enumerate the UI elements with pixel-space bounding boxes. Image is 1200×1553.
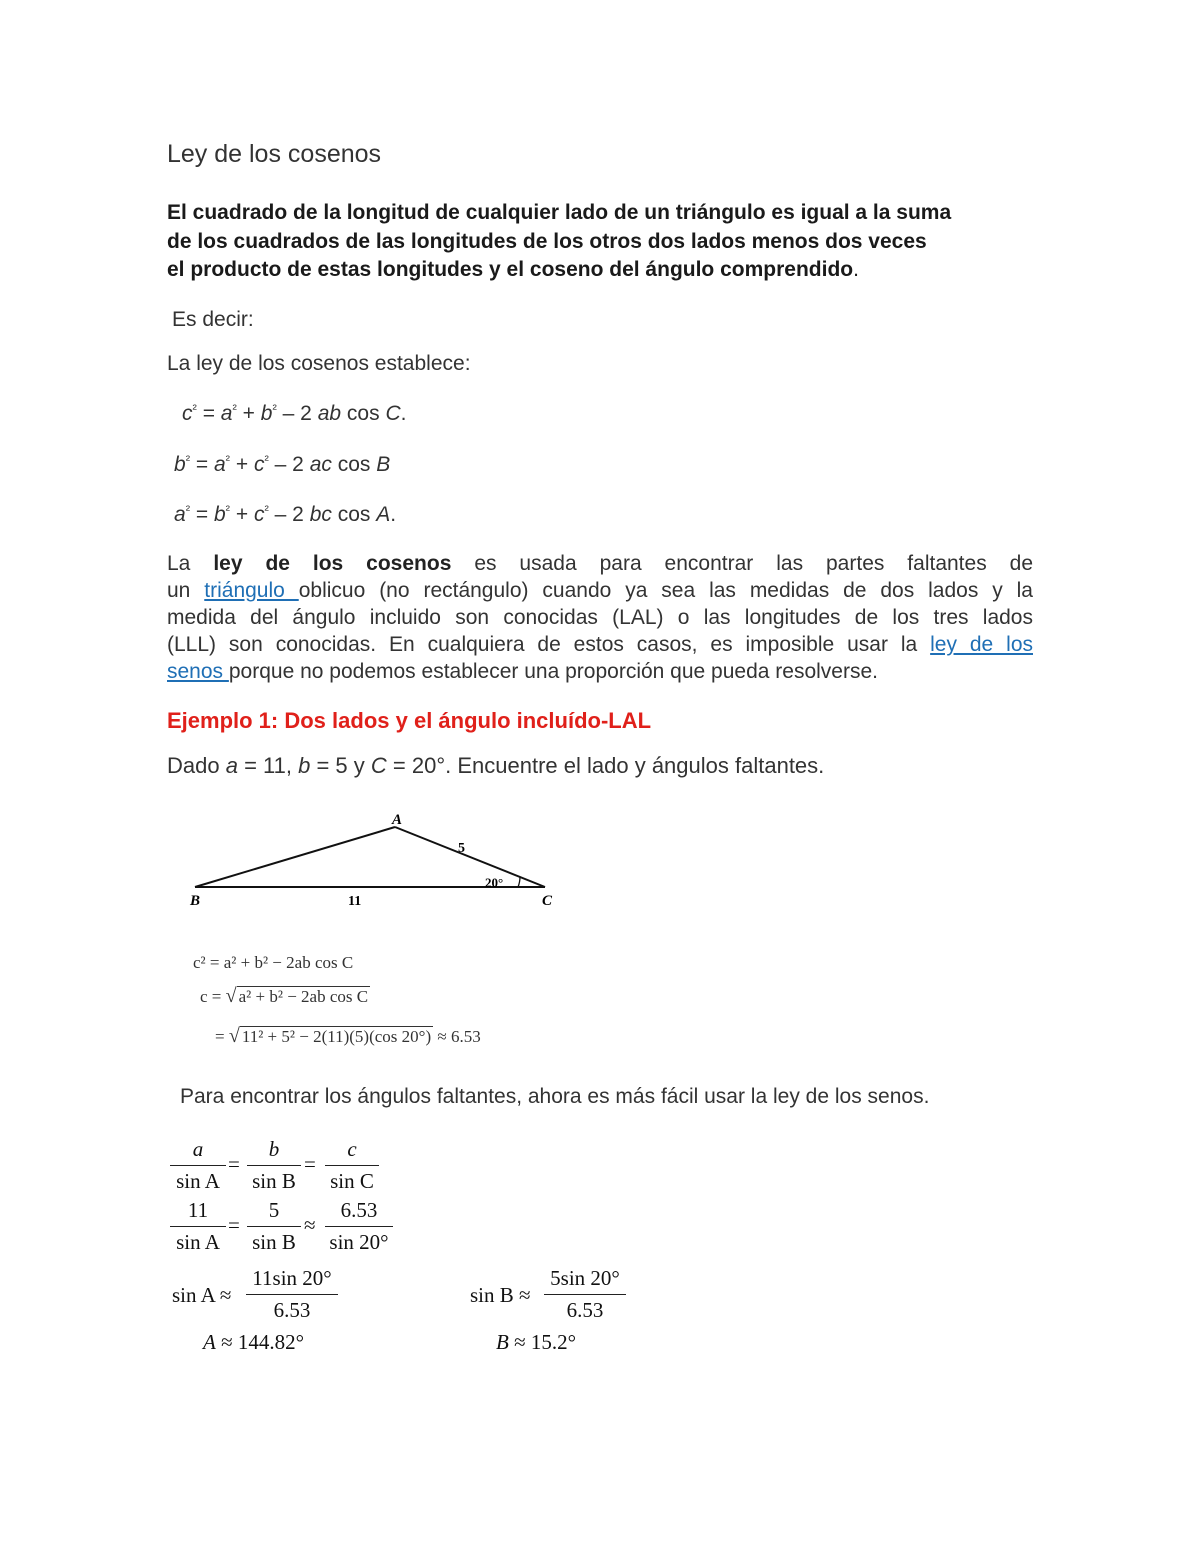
- para-line-5: senos porque no podemos establecer una proporción que pueda resolverse.: [167, 660, 878, 683]
- senos-link[interactable]: senos: [167, 660, 229, 683]
- bold-term: ley de los cosenos: [213, 552, 452, 575]
- formula-b: $b^{^2} = a^{^2} + c^{^2} - 2$ ac cos B: [174, 452, 391, 476]
- example-title: Ejemplo 1: Dos lados y el ángulo incluído-LAL: [167, 708, 652, 733]
- label-a: A: [392, 812, 403, 828]
- cos-work-line-3: = √ 11² + 5² − 2(11)(5)(cos 20°) ≈ 6.53: [215, 1025, 481, 1047]
- approx-1: ≈: [304, 1213, 316, 1237]
- label-side-5: 5: [458, 841, 465, 856]
- senos-intro: Para encontrar los ángulos faltantes, ahora es más fácil usar la ley de los senos.: [180, 1085, 930, 1108]
- formula-c: $c^{^2} = a^{^2} + b^{^2} - 2$ ab cos C.: [182, 401, 407, 425]
- frac-a-sinA: $\frac{a}{\text{sin A}}$: [170, 1137, 226, 1194]
- label-b: B: [190, 893, 201, 909]
- sinB-lhs: sin B ≈: [470, 1283, 531, 1307]
- frac-b-sinB: $\frac{b}{\text{sin B}}$: [247, 1137, 301, 1194]
- dado-line: Dado a = 11, b = 5 y C = 20°. Encuentre el lado y ángulos faltantes.: [167, 753, 825, 778]
- ley-de-los-senos-link[interactable]: ley de los: [930, 633, 1033, 656]
- triangle-diagram: [180, 805, 580, 915]
- page-title: Ley de los cosenos: [167, 140, 382, 168]
- label-c: C: [542, 893, 553, 909]
- frac-sinA: $\frac{11\sin 20^\circ}{6.53}$: [246, 1266, 338, 1323]
- eq-3: =: [228, 1213, 240, 1237]
- definition-line-3-text: el producto de estas longitudes y el coseno del ángulo comprendido: [167, 258, 854, 281]
- angle-c-arc: [518, 877, 520, 887]
- frac-11-sinA: $\frac{11}{\text{sin A}}$: [170, 1198, 226, 1255]
- frac-653-sin20: $\frac{6.53}{\sin 20^\circ}$: [325, 1198, 393, 1255]
- frac-sinB: $\frac{5\sin 20^\circ}{6.53}$: [544, 1266, 626, 1323]
- para-line-3: medida del ángulo incluido son conocidas (LAL) o las longitudes de los tres lados: [167, 606, 1033, 629]
- eq-1: =: [228, 1152, 240, 1176]
- description-paragraph: [167, 550, 1033, 685]
- triangulo-link[interactable]: triángulo: [204, 579, 299, 602]
- side-ab: [195, 827, 395, 887]
- definition-line-3: [167, 258, 859, 282]
- result-B: B ≈ 15.2°: [496, 1330, 577, 1354]
- frac-c-sinC: $\frac{c}{\text{sin C}}$: [325, 1137, 379, 1194]
- es-decir: Es decir:: [172, 308, 254, 331]
- eq-2: =: [304, 1152, 316, 1176]
- label-angle-20: 20°: [485, 875, 504, 890]
- para-line-1: La ley de los cosenos es usada para encontrar las partes faltantes de: [167, 552, 1033, 575]
- label-side-11: 11: [348, 894, 362, 909]
- establece-text: La ley de los cosenos establece:: [167, 352, 471, 375]
- cos-work-line-2: c = √ a² + b² − 2ab cos C: [200, 985, 369, 1007]
- sinA-lhs: sin A ≈: [172, 1283, 232, 1307]
- para-line-4: (LLL) son conocidas. En cualquiera de estos casos, es imposible usar la ley de los: [167, 633, 1033, 656]
- side-ac: [395, 827, 545, 887]
- definition-line-2: de los cuadrados de las longitudes de los otros dos lados menos dos veces: [167, 230, 927, 253]
- formula-a: $a^{^2} = b^{^2} + c^{^2} - 2$ bc cos A.: [174, 502, 397, 526]
- result-A: A ≈ 144.82°: [203, 1330, 305, 1354]
- definition-end: .: [853, 258, 859, 281]
- definition-line-1: El cuadrado de la longitud de cualquier lado de un triángulo es igual a la suma: [167, 201, 952, 224]
- para-line-2: un triángulo oblicuo (no rectángulo) cuando ya sea las medidas de dos lados y la: [167, 579, 1033, 602]
- frac-5-sinB: $\frac{5}{\text{sin B}}$: [247, 1198, 301, 1255]
- cos-work-line-1: c² = a² + b² − 2ab cos C: [193, 953, 354, 972]
